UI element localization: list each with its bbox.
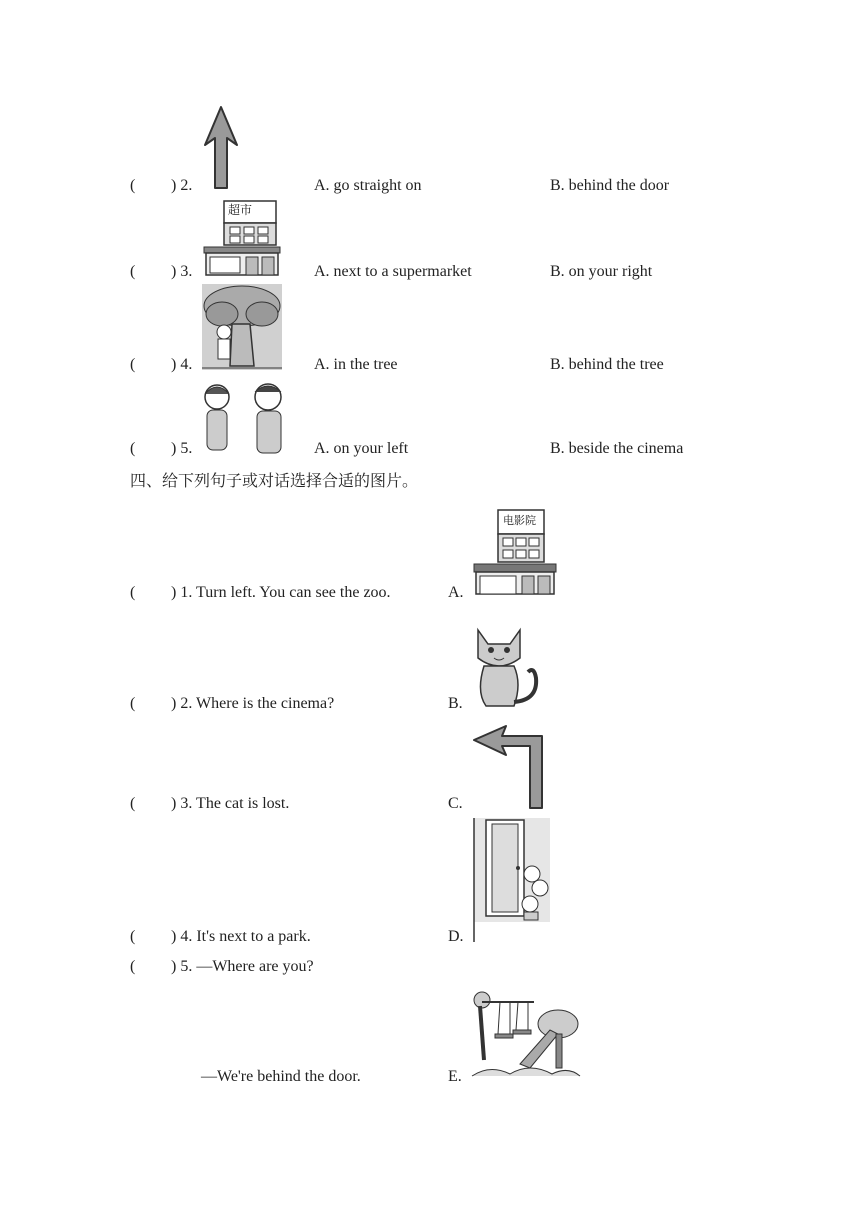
answer-paren-open[interactable]: ( [130,695,136,712]
option-a: A. next to a supermarket [314,263,472,280]
question-number: ) 3. [171,263,193,280]
two-children [200,380,290,456]
answer-paren-open[interactable]: ( [130,928,136,945]
child-behind-tree [202,284,282,370]
answer-paren-open[interactable]: ( [130,795,136,812]
option-b: B. behind the door [550,177,670,194]
question-number: ) 4. [171,356,193,373]
answer-paren-open[interactable]: ( [130,958,136,975]
answer-paren-open[interactable]: ( [130,440,136,457]
answer-paren-open[interactable]: ( [130,584,136,601]
park-playground [470,990,582,1082]
children-behind-door [472,816,552,944]
option-b: B. on your right [550,263,653,280]
option-letter: B. [448,695,463,712]
option-letter: C. [448,795,463,812]
question-text: ) 1. Turn left. You can see the zoo. [171,584,391,601]
dialogue-reply: —We're behind the door. [201,1068,361,1085]
option-a: A. on your left [314,440,409,457]
cinema-sign: 电影院 [503,514,536,527]
answer-paren-open[interactable]: ( [130,263,136,280]
up-arrow-icon [203,105,239,190]
question-number: ) 2. [171,177,193,194]
option-a: A. in the tree [314,356,398,373]
option-letter: D. [448,928,464,945]
option-letter: E. [448,1068,462,1085]
question-text: ) 4. It's next to a park. [171,928,311,945]
option-letter: A. [448,584,464,601]
section-heading: 四、给下列句子或对话选择合适的图片。 [130,471,419,490]
question-text: ) 5. —Where are you? [171,958,314,975]
question-text: ) 2. Where is the cinema? [171,695,335,712]
cat [470,622,542,710]
option-b: B. beside the cinema [550,440,684,457]
supermarket-sign: 超市 [228,203,253,217]
answer-paren-open[interactable]: ( [130,177,136,194]
question-number: ) 5. [171,440,193,457]
answer-paren-open[interactable]: ( [130,356,136,373]
option-a: A. go straight on [314,177,422,194]
option-b: B. behind the tree [550,356,664,373]
question-text: ) 3. The cat is lost. [171,795,290,812]
turn-left-arrow-icon [472,724,546,810]
